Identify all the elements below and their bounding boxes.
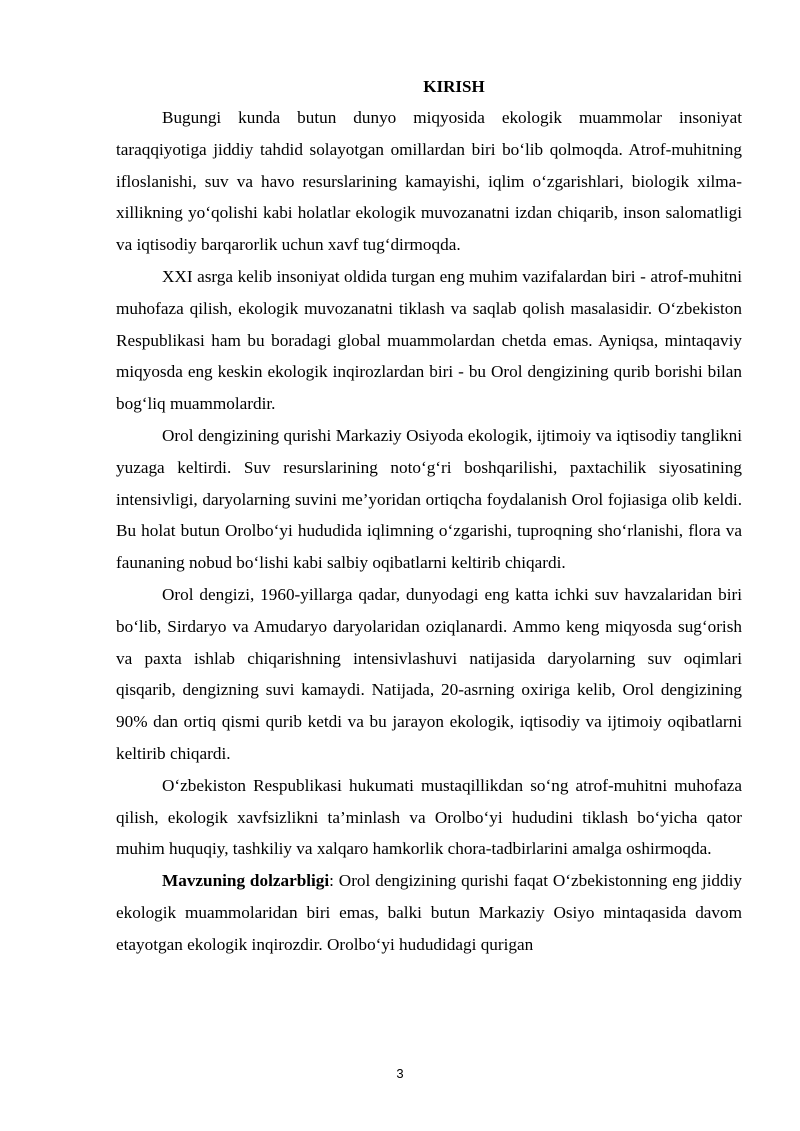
paragraph-1: Bugungi kunda butun dunyo miqyosida ekologik muammolar insoniyat taraqqiyotiga jiddiy tahdid solayotgan omillardan biri bo‘lib qolmoqda. Atrof-muhitning ifloslanishi, suv va havo resurslarining kamayishi, iqlim o‘zgarishlari, biologik xilma-xillikning yo‘qolishi kabi holatlar ekologik muvozanatni izdan chiqarib, inson salomatligi va iqtisodiy barqarorlik uchun xavf tug‘dirmoqda. xyxy=(116,108,742,255)
relevance-text: : Orol dengizining qurishi faqat O‘zbekistonning eng jiddiy ekologik muammolaridan biri emas, balki butun Markaziy Osiyo mintaqasida davom etayotgan ekologik inqirozdir. Orolbo‘yi hududidagi qurigan xyxy=(116,871,742,954)
paragraph-3: Orol dengizining qurishi Markaziy Osiyoda ekologik, ijtimoiy va iqtisodiy tanglikni yuzaga keltirdi. Suv resurslarining noto‘g‘ri boshqarilishi, paxtachilik siyosatining intensivligi, daryolarning suvini me’yoridan ortiqcha foydalanish Orol fojiasiga olib keldi. Bu holat butun Orolbo‘yi hududida iqlimning o‘zgarishi, tuproqning sho‘rlanishi, flora va faunaning nobud bo‘lishi kabi salbiy oqibatlarni keltirib chiqardi. xyxy=(116,425,742,573)
paragraph-2: XXI asrga kelib insoniyat oldida turgan eng muhim vazifalardan biri - atrof-muhitni muhofaza qilish, ekologik muvozanatni tiklash va saqlab qolish masalasidir. O‘zbekiston Respublikasi ham bu boradagi global muammolardan chetda emas. Ayniqsa, mintaqaviy miqyosda eng keskin ekologik inqirozlardan biri - bu Orol dengizining qurib borishi bilan bog‘liq muammolardir. xyxy=(116,266,742,414)
relevance-label: Mavzuning dolzarbligi xyxy=(162,871,330,891)
document-body xyxy=(116,72,742,961)
section-heading: KIRISH xyxy=(423,77,485,96)
paragraph-5: O‘zbekiston Respublikasi hukumati mustaqillikdan so‘ng atrof-muhitni muhofaza qilish, ekologik xavfsizlikni ta’minlash va Orolbo‘yi hududini tiklash bo‘yicha qator muhim huquqiy, tashkiliy va xalqaro hamkorlik chora-tadbirlarini amalga oshirmoqda. xyxy=(116,775,742,859)
paragraph-6 xyxy=(116,865,742,960)
page-number: 3 xyxy=(396,1066,404,1081)
paragraph-4: Orol dengizi, 1960-yillarga qadar, dunyodagi eng katta ichki suv havzalaridan biri bo‘lib, Sirdaryo va Amudaryo daryolaridan oziqlanardi. Ammo keng miqyosda sug‘orish va paxta ishlab chiqarishning intensivlashuvi natijasida daryolarning suv oqimlari qisqarib, dengizning suvi kamaydi. Natijada, 20-asrning oxiriga kelib, Orol dengizining 90% dan ortiq qismi qurib ketdi va bu jarayon ekologik, iqtisodiy va ijtimoiy oqibatlarni keltirib chiqardi. xyxy=(116,584,742,763)
